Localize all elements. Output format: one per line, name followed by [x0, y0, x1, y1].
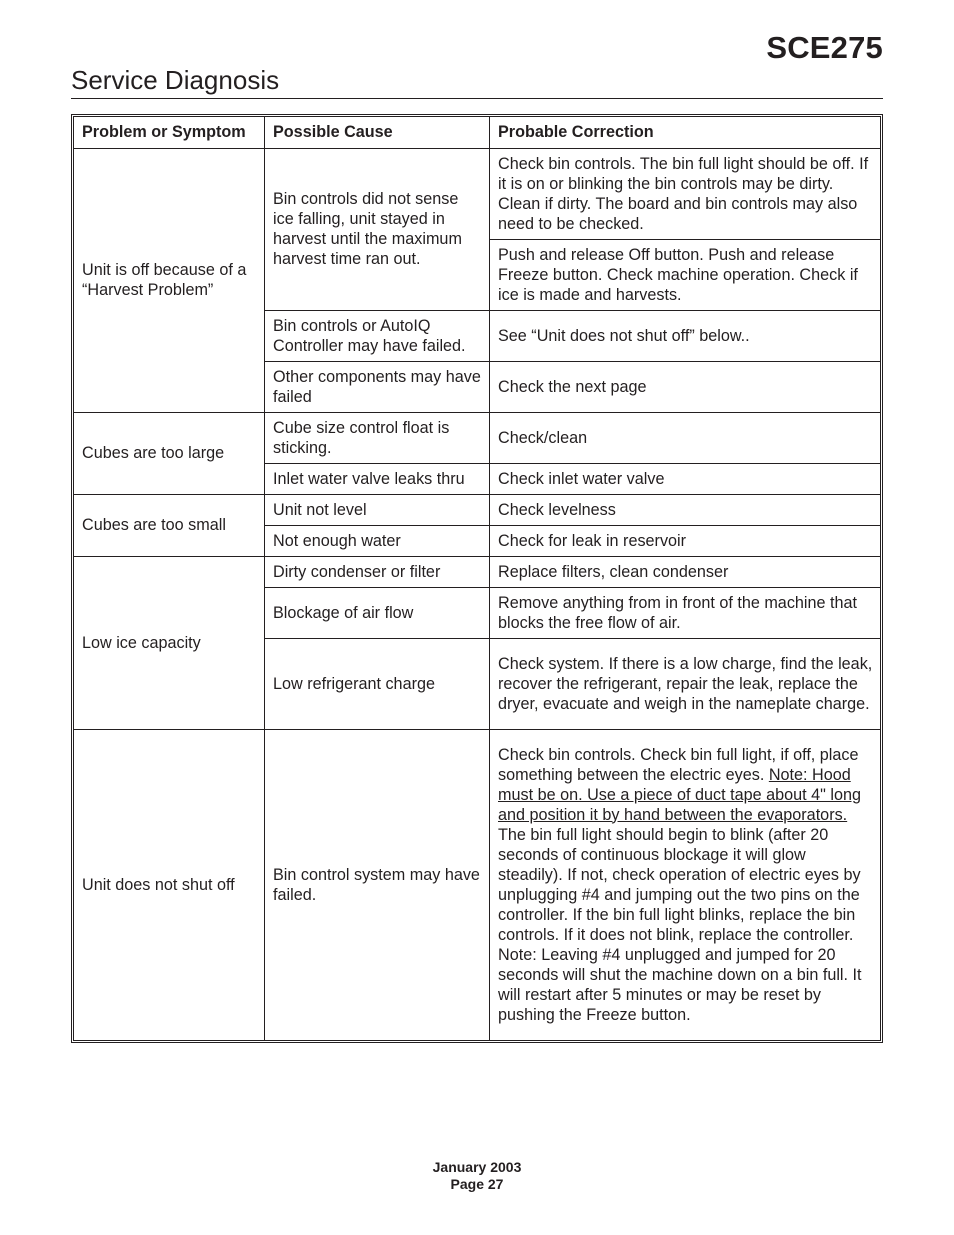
cause-cell: Unit not level: [265, 495, 490, 526]
problem-cell: Cubes are too large: [74, 413, 265, 495]
correction-cell: Check for leak in reservoir: [490, 526, 881, 557]
correction-cell: See “Unit does not shut off” below..: [490, 311, 881, 362]
correction-cell: Check inlet water valve: [490, 464, 881, 495]
section-title: Service Diagnosis: [71, 65, 280, 95]
cause-cell: Blockage of air flow: [265, 588, 490, 639]
correction-cell: Check/clean: [490, 413, 881, 464]
cause-cell: Bin control system may have failed.: [265, 730, 490, 1041]
correction-text: The bin full light should begin to blink (after 20 seconds of continuous blockage it will glow steadily). If not, check operation of electric eyes by unplugging #4 and jumping out the two pins on the controller. If the bin full light blinks, replace the bin controls. If it does not blink, replace the controller. Note: Leaving #4 unplugged and jumped for 20 seconds will shut the machine down on a bin full. It will restart after 5 minutes or may be reset by pushing the Freeze button.: [498, 825, 862, 1024]
table-row: [74, 495, 881, 526]
footer-date: January 2003: [432, 1159, 522, 1175]
diagnosis-table-frame: [71, 114, 883, 1043]
correction-cell: Remove anything from in front of the machine that blocks the free flow of air.: [490, 588, 881, 639]
correction-cell: Check levelness: [490, 495, 881, 526]
correction-cell: [490, 730, 881, 1041]
table-header-row: [74, 117, 881, 149]
cause-cell: Other components may have failed: [265, 362, 490, 413]
correction-cell: Replace filters, clean condenser: [490, 557, 881, 588]
problem-cell: Low ice capacity: [74, 557, 265, 730]
correction-cell: Check system. If there is a low charge, find the leak, recover the refrigerant, repair the leak, replace the dryer, evacuate and weigh in the nameplate charge.: [490, 639, 881, 730]
header-rule: [71, 98, 883, 99]
column-header-cause: Possible Cause: [265, 117, 490, 149]
correction-cell: Check the next page: [490, 362, 881, 413]
correction-cell: Push and release Off button. Push and release Freeze button. Check machine operation. Check if ice is made and harvests.: [490, 240, 881, 311]
footer-page-number: Page 27: [450, 1176, 504, 1192]
table-row: [74, 557, 881, 588]
cause-cell: Not enough water: [265, 526, 490, 557]
cause-cell: Dirty condenser or filter: [265, 557, 490, 588]
problem-cell: Cubes are too small: [74, 495, 265, 557]
model-number: SCE275: [766, 30, 883, 65]
correction-note-underlined: Note: Hood must be on. Use a piece of duct tape about 4" long and position it by hand between the evaporators.: [498, 765, 862, 824]
correction-cell: Check bin controls. The bin full light should be off. If it is on or blinking the bin controls may be dirty. Clean if dirty. The board and bin controls may also need to be checked.: [490, 149, 881, 240]
cause-cell: Bin controls or AutoIQ Controller may have failed.: [265, 311, 490, 362]
diagnosis-table: [73, 116, 881, 1041]
cause-cell: Low refrigerant charge: [265, 639, 490, 730]
correction-text: Check bin controls. Check bin full light, if off, place something between the electric eyes.: [498, 745, 859, 784]
page-footer: [0, 1159, 954, 1193]
problem-cell: Unit is off because of a “Harvest Problem”: [74, 149, 265, 413]
cause-cell: Inlet water valve leaks thru: [265, 464, 490, 495]
column-header-correction: Probable Correction: [490, 117, 881, 149]
cause-cell: Cube size control float is sticking.: [265, 413, 490, 464]
column-header-problem: Problem or Symptom: [74, 117, 265, 149]
table-row: [74, 730, 881, 1041]
cause-cell: Bin controls did not sense ice falling, unit stayed in harvest until the maximum harvest time ran out.: [265, 149, 490, 311]
table-row: [74, 413, 881, 464]
table-row: [74, 149, 881, 240]
problem-cell: Unit does not shut off: [74, 730, 265, 1041]
